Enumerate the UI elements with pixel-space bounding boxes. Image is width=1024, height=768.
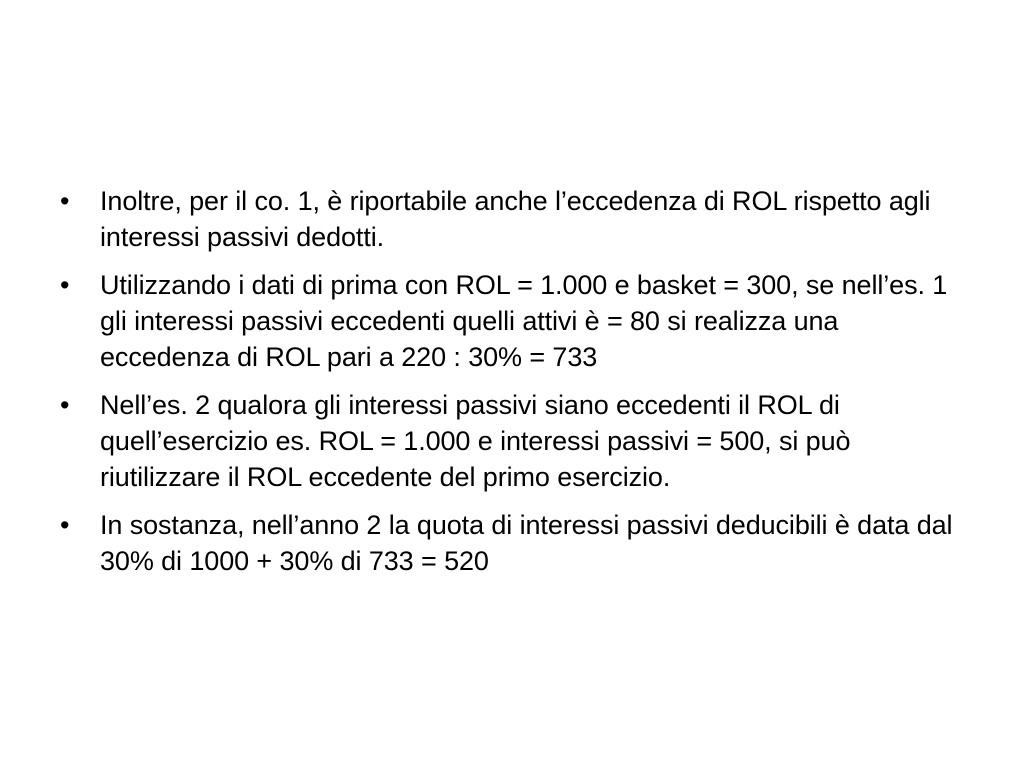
bullet-text: Utilizzando i dati di prima con ROL = 1.000 e basket = 300, se nell’es. 1 gli interessi passivi eccedenti quelli attivi è = 80 si realizza una eccedenza di ROL pari a 220 : 30% = 733 xyxy=(100,270,948,372)
bullet-item xyxy=(58,507,958,579)
bullet-item xyxy=(58,267,958,375)
bullet-marker: • xyxy=(60,390,70,420)
bullet-item xyxy=(58,183,958,255)
bullet-item xyxy=(58,387,958,495)
bullet-marker: • xyxy=(60,510,70,540)
bullet-text: Nell’es. 2 qualora gli interessi passivi siano eccedenti il ROL di quell’esercizio es. ROL = 1.000 e interessi passivi = 500, si può riutilizzare il ROL eccedente del primo esercizio. xyxy=(100,390,851,492)
bullet-marker: • xyxy=(60,186,70,216)
bullet-text: Inoltre, per il co. 1, è riportabile anche l’eccedenza di ROL rispetto agli interessi passivi dedotti. xyxy=(100,186,931,252)
bullet-marker: • xyxy=(60,270,70,300)
bullet-list xyxy=(58,183,958,591)
bullet-text: In sostanza, nell’anno 2 la quota di interessi passivi deducibili è data dal 30% di 1000 + 30% di 733 = 520 xyxy=(100,510,953,576)
